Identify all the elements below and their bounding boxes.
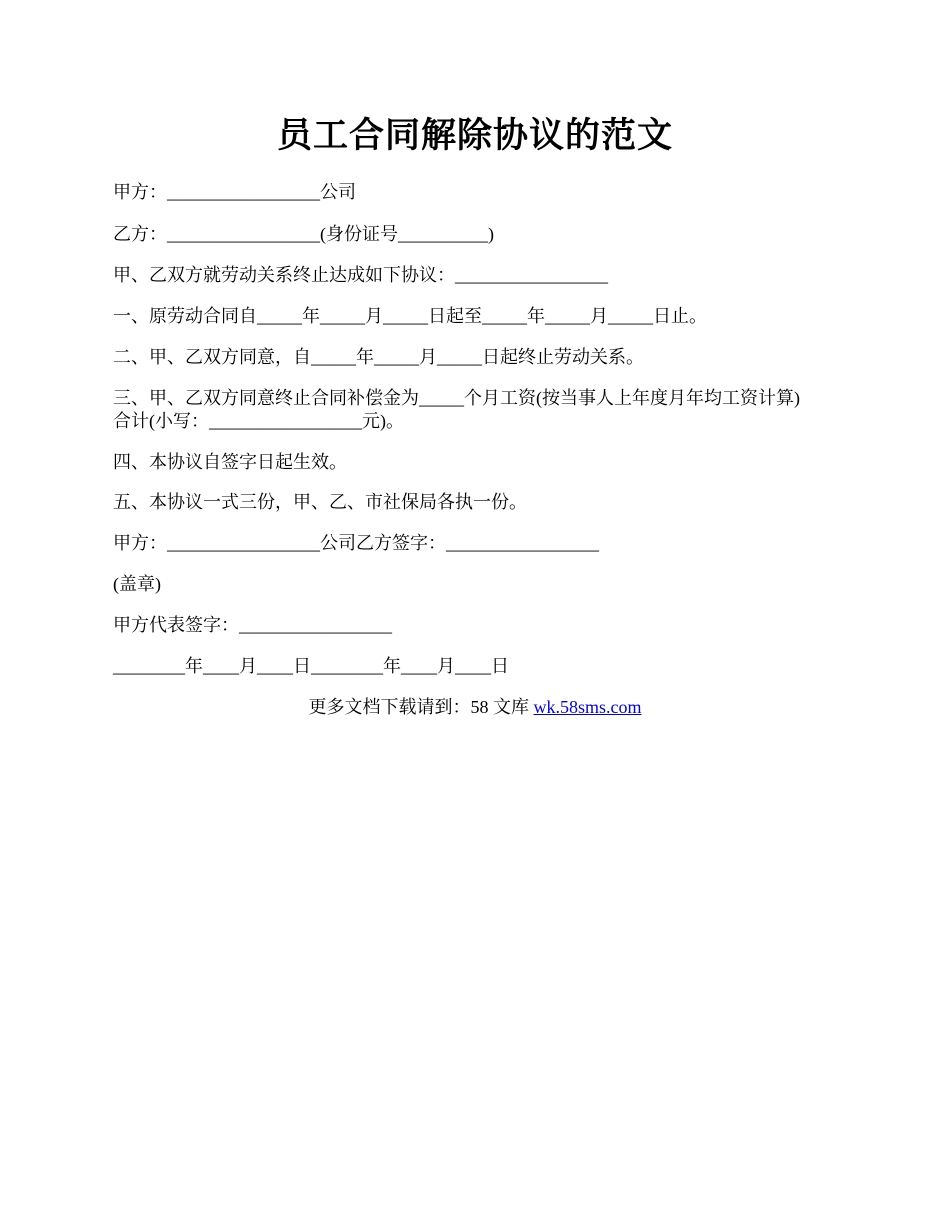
clause-5: 五、本协议一式三份，甲、乙、市社保局各执一份。 xyxy=(113,492,527,512)
clause-3-continued: 合计(小写：_________________元)。 xyxy=(113,411,404,431)
footer-link[interactable]: wk.58sms.com xyxy=(533,697,642,717)
date-line: ________年____月____日________年____月____日 xyxy=(113,656,509,676)
clause-4: 四、本协议自签字日起生效。 xyxy=(113,452,347,472)
representative-signature-line: 甲方代表签字：_________________ xyxy=(113,615,392,635)
footer-text: 更多文档下载请到：58 文库 xyxy=(308,697,534,717)
clause-3: 三、甲、乙双方同意终止合同补偿金为_____个月工资(按当事人上年度月年均工资计算) xyxy=(113,388,800,408)
download-footer xyxy=(0,696,950,718)
party-b-line: 乙方：_________________(身份证号__________) xyxy=(113,224,494,244)
seal-note: (盖章) xyxy=(113,574,161,594)
agreement-intro-line: 甲、乙双方就劳动关系终止达成如下协议：_________________ xyxy=(113,265,608,285)
document-title: 员工合同解除协议的范文 xyxy=(276,116,673,155)
clause-1: 一、原劳动合同自_____年_____月_____日起至_____年_____月_____日止。 xyxy=(113,306,707,326)
clause-2: 二、甲、乙双方同意，自_____年_____月_____日起终止劳动关系。 xyxy=(113,347,644,367)
signature-line: 甲方：_________________公司乙方签字：_________________ xyxy=(113,533,599,553)
party-a-line: 甲方：_________________公司 xyxy=(113,182,356,202)
